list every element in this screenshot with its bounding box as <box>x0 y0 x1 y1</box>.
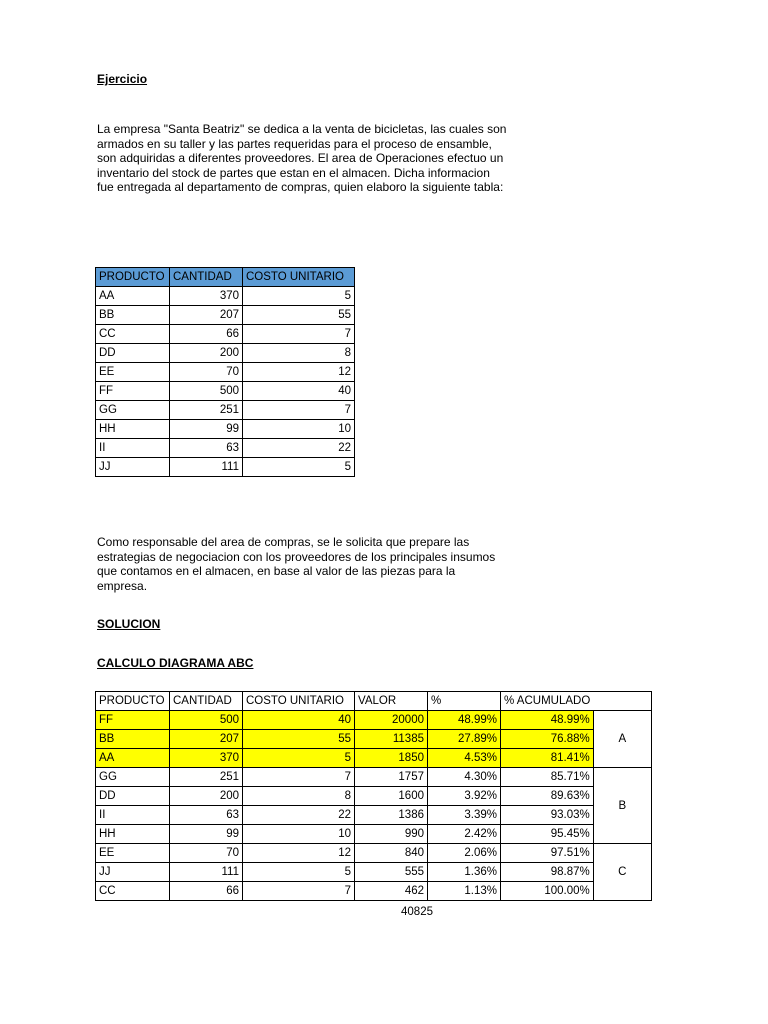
table-row <box>96 882 652 901</box>
cell-valor: 555 <box>355 863 428 882</box>
class-b-label: B <box>593 768 651 844</box>
cell-cantidad: 63 <box>170 439 243 458</box>
table-row <box>96 711 652 730</box>
cell-costo: 55 <box>243 306 355 325</box>
table-row <box>96 325 355 344</box>
header-producto: PRODUCTO <box>96 268 170 287</box>
cell-cantidad: 370 <box>170 749 243 768</box>
cell-acumulado: 95.45% <box>501 825 594 844</box>
cell-percent: 2.42% <box>428 825 501 844</box>
cell-costo: 10 <box>243 825 355 844</box>
cell-valor: 1600 <box>355 787 428 806</box>
cell-costo: 40 <box>243 711 355 730</box>
cell-percent: 3.39% <box>428 806 501 825</box>
class-a-label: A <box>593 711 651 768</box>
cell-valor: 462 <box>355 882 428 901</box>
header-percent-acumulado: % ACUMULADO <box>501 692 594 711</box>
table-row <box>96 730 652 749</box>
cell-cantidad: 66 <box>170 325 243 344</box>
cell-costo: 55 <box>243 730 355 749</box>
cell-percent: 3.92% <box>428 787 501 806</box>
cell-cantidad: 207 <box>170 730 243 749</box>
header-cantidad: CANTIDAD <box>170 268 243 287</box>
cell-producto: FF <box>96 382 170 401</box>
table-row <box>96 401 355 420</box>
table-header-row <box>96 268 355 287</box>
cell-costo: 12 <box>243 844 355 863</box>
header-costo-unitario: COSTO UNITARIO <box>243 692 355 711</box>
cell-costo: 22 <box>243 806 355 825</box>
solucion-label: SOLUCION <box>97 617 161 631</box>
cell-producto: EE <box>96 844 170 863</box>
cell-producto: CC <box>96 882 170 901</box>
cell-percent: 4.30% <box>428 768 501 787</box>
cell-producto: DD <box>96 344 170 363</box>
table-row <box>96 768 652 787</box>
table-row <box>96 420 355 439</box>
cell-costo: 7 <box>243 401 355 420</box>
header-cantidad: CANTIDAD <box>170 692 243 711</box>
cell-valor: 990 <box>355 825 428 844</box>
cell-costo: 5 <box>243 749 355 768</box>
class-c-label: C <box>593 844 651 901</box>
cell-percent: 48.99% <box>428 711 501 730</box>
table-row <box>96 749 652 768</box>
table-row <box>96 439 355 458</box>
cell-cantidad: 70 <box>170 363 243 382</box>
cell-costo: 7 <box>243 768 355 787</box>
cell-producto: CC <box>96 325 170 344</box>
cell-cantidad: 500 <box>170 711 243 730</box>
cell-producto: HH <box>96 825 170 844</box>
cell-cantidad: 370 <box>170 287 243 306</box>
cell-producto: II <box>96 439 170 458</box>
cell-acumulado: 76.88% <box>501 730 594 749</box>
table-row <box>96 787 652 806</box>
cell-producto: JJ <box>96 458 170 477</box>
abc-title: CALCULO DIAGRAMA ABC <box>97 656 254 670</box>
header-producto: PRODUCTO <box>96 692 170 711</box>
cell-acumulado: 93.03% <box>501 806 594 825</box>
table-row <box>96 825 652 844</box>
cell-cantidad: 63 <box>170 806 243 825</box>
cell-cantidad: 66 <box>170 882 243 901</box>
header-valor: VALOR <box>355 692 428 711</box>
cell-cantidad: 111 <box>170 863 243 882</box>
table-row <box>96 306 355 325</box>
cell-producto: AA <box>96 749 170 768</box>
table-row <box>96 806 652 825</box>
cell-costo: 7 <box>243 325 355 344</box>
cell-valor: 20000 <box>355 711 428 730</box>
parts-table <box>95 267 355 477</box>
cell-costo: 12 <box>243 363 355 382</box>
cell-producto: II <box>96 806 170 825</box>
cell-cantidad: 251 <box>170 768 243 787</box>
cell-costo: 8 <box>243 344 355 363</box>
cell-valor: 840 <box>355 844 428 863</box>
cell-costo: 10 <box>243 420 355 439</box>
cell-acumulado: 98.87% <box>501 863 594 882</box>
cell-cantidad: 99 <box>170 420 243 439</box>
cell-percent: 1.13% <box>428 882 501 901</box>
cell-producto: GG <box>96 401 170 420</box>
table-row <box>96 363 355 382</box>
task-paragraph: Como responsable del area de compras, se le solicita que prepare las estrategias de negociacion con los proveedores de los principales insumos que contamos en el almacen, en base al valor de las piezas para la empresa. <box>97 535 496 593</box>
table-row <box>96 382 355 401</box>
header-class-spacer <box>593 692 651 711</box>
cell-valor: 1850 <box>355 749 428 768</box>
cell-producto: FF <box>96 711 170 730</box>
table-row <box>96 287 355 306</box>
cell-cantidad: 207 <box>170 306 243 325</box>
cell-costo: 7 <box>243 882 355 901</box>
cell-cantidad: 70 <box>170 844 243 863</box>
intro-paragraph: La empresa "Santa Beatriz" se dedica a la venta de bicicletas, las cuales son armados en su taller y las partes requeridas para el proceso de ensamble, son adquiridas a diferentes proveedores. El area de Operaciones efectuo un inventario del stock de partes que estan en el almacen. Dicha informacion fue entregada al departamento de compras, quien elaboro la siguiente tabla: <box>97 122 507 194</box>
cell-cantidad: 500 <box>170 382 243 401</box>
cell-percent: 4.53% <box>428 749 501 768</box>
cell-valor: 1386 <box>355 806 428 825</box>
cell-costo: 22 <box>243 439 355 458</box>
cell-acumulado: 100.00% <box>501 882 594 901</box>
table-row <box>96 344 355 363</box>
abc-table <box>95 691 652 901</box>
cell-cantidad: 99 <box>170 825 243 844</box>
cell-acumulado: 81.41% <box>501 749 594 768</box>
cell-costo: 8 <box>243 787 355 806</box>
cell-percent: 2.06% <box>428 844 501 863</box>
cell-cantidad: 251 <box>170 401 243 420</box>
cell-producto: BB <box>96 730 170 749</box>
cell-costo: 40 <box>243 382 355 401</box>
table-row <box>96 844 652 863</box>
valor-total: 40825 <box>401 906 433 918</box>
cell-percent: 1.36% <box>428 863 501 882</box>
header-percent: % <box>428 692 501 711</box>
table-header-row <box>96 692 652 711</box>
cell-producto: DD <box>96 787 170 806</box>
cell-costo: 5 <box>243 287 355 306</box>
cell-cantidad: 111 <box>170 458 243 477</box>
table-row <box>96 458 355 477</box>
cell-producto: AA <box>96 287 170 306</box>
cell-producto: BB <box>96 306 170 325</box>
cell-acumulado: 48.99% <box>501 711 594 730</box>
cell-cantidad: 200 <box>170 344 243 363</box>
cell-valor: 11385 <box>355 730 428 749</box>
exercise-title: Ejercicio <box>97 72 148 86</box>
header-costo-unitario: COSTO UNITARIO <box>243 268 355 287</box>
cell-costo: 5 <box>243 863 355 882</box>
cell-cantidad: 200 <box>170 787 243 806</box>
cell-percent: 27.89% <box>428 730 501 749</box>
cell-producto: HH <box>96 420 170 439</box>
cell-acumulado: 97.51% <box>501 844 594 863</box>
table-row <box>96 863 652 882</box>
cell-costo: 5 <box>243 458 355 477</box>
cell-producto: GG <box>96 768 170 787</box>
cell-valor: 1757 <box>355 768 428 787</box>
cell-producto: JJ <box>96 863 170 882</box>
cell-producto: EE <box>96 363 170 382</box>
cell-acumulado: 89.63% <box>501 787 594 806</box>
cell-acumulado: 85.71% <box>501 768 594 787</box>
